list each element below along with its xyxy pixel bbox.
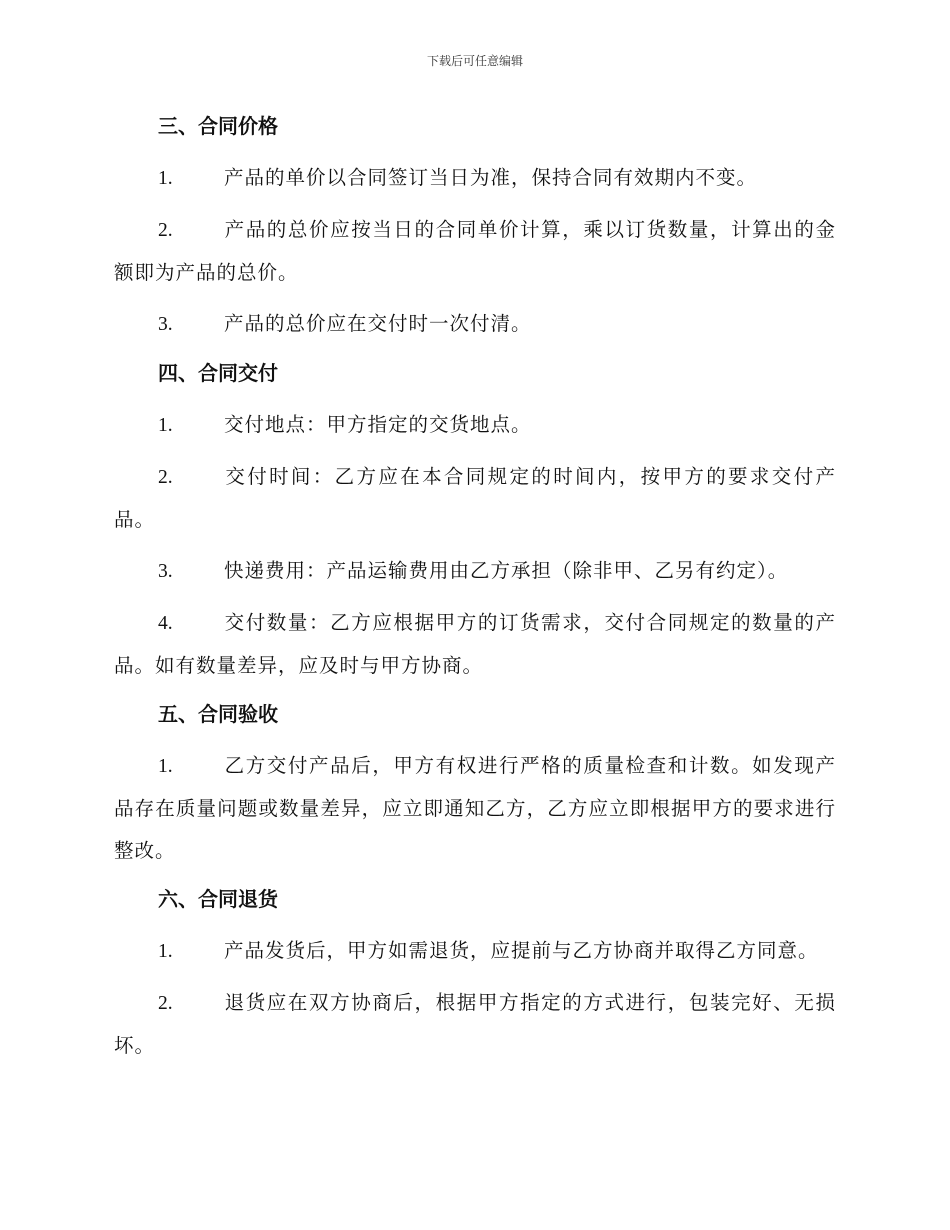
- clause-text: 交付数量：乙方应根据甲方的订货需求，交付合同规定的数量的产品。如有数量差异，应及时与甲方协商。: [114, 611, 836, 677]
- document-body: [114, 108, 836, 1076]
- section-acceptance: [114, 696, 836, 872]
- clause-text: 交付地点：甲方指定的交货地点。: [224, 413, 532, 436]
- clause-number: 3.: [158, 314, 173, 335]
- section-heading: 四、合同交付: [158, 361, 278, 385]
- clause-text: 产品的总价应按当日的合同单价计算，乘以订货数量，计算出的金额即为产品的总价。: [114, 218, 836, 284]
- page-header: 下载后可任意编辑: [426, 54, 523, 68]
- clause-number: 1.: [158, 756, 173, 777]
- clause-text: 产品的单价以合同签订当日为准，保持合同有效期内不变。: [224, 166, 758, 189]
- clause-text: 快递费用：产品运输费用由乙方承担（除非甲、乙另有约定）。: [224, 559, 789, 582]
- section-heading: 三、合同价格: [158, 114, 278, 138]
- clause: [114, 930, 836, 973]
- clause: [114, 456, 836, 541]
- clause: [114, 602, 836, 687]
- section-returns: [114, 881, 836, 1067]
- clause-text: 产品的总价应在交付时一次付清。: [224, 312, 532, 335]
- clause-number: 2.: [158, 993, 173, 1014]
- clause: [114, 303, 836, 346]
- clause: [114, 550, 836, 593]
- clause: [114, 982, 836, 1067]
- clause-text: 乙方交付产品后，甲方有权进行严格的质量检查和计数。如发现产品存在质量问题或数量差异，应立即通知乙方，乙方应立即根据甲方的要求进行整改。: [114, 754, 836, 862]
- clause: [114, 209, 836, 294]
- clause-number: 2.: [158, 220, 173, 241]
- clause-number: 4.: [158, 613, 173, 634]
- clause-number: 1.: [158, 168, 173, 189]
- clause: [114, 404, 836, 447]
- clause-number: 2.: [158, 467, 173, 488]
- clause-number: 3.: [158, 561, 173, 582]
- clause-number: 1.: [158, 415, 173, 436]
- section-delivery: [114, 355, 836, 687]
- section-heading: 五、合同验收: [158, 702, 278, 726]
- clause-number: 1.: [158, 941, 173, 962]
- section-price: [114, 108, 836, 346]
- clause: [114, 745, 836, 872]
- clause-text: 交付时间：乙方应在本合同规定的时间内，按甲方的要求交付产品。: [114, 465, 836, 531]
- clause: [114, 157, 836, 200]
- clause-text: 产品发货后，甲方如需退货，应提前与乙方协商并取得乙方同意。: [224, 939, 819, 962]
- clause-text: 退货应在双方协商后，根据甲方指定的方式进行，包装完好、无损坏。: [114, 991, 836, 1057]
- section-heading: 六、合同退货: [158, 887, 278, 911]
